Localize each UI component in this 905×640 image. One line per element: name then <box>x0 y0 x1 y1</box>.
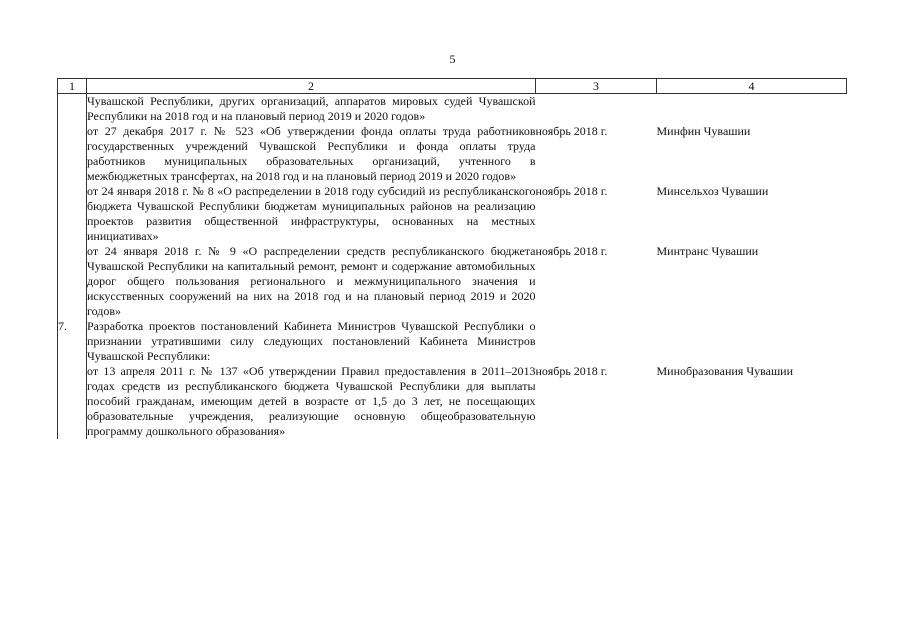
row-organization: Минтранс Чувашии <box>656 244 759 258</box>
row-number <box>58 94 87 125</box>
row-date <box>536 319 657 364</box>
column-header-1: 1 <box>58 79 87 94</box>
row-date: ноябрь 2018 г. <box>535 124 608 138</box>
row-number <box>58 244 87 319</box>
row-organization <box>657 319 847 364</box>
row-date <box>536 94 657 125</box>
table-row <box>58 184 847 244</box>
row-organization: Минсельхоз Чувашии <box>656 184 769 198</box>
row-date: ноябрь 2018 г. <box>535 184 608 198</box>
row-number: 7. <box>58 319 87 364</box>
table-row <box>58 364 847 439</box>
column-header-4: 4 <box>657 79 847 94</box>
column-header-2: 2 <box>87 79 536 94</box>
row-date: ноябрь 2018 г. <box>535 364 608 378</box>
row-organization <box>657 94 847 125</box>
row-text: Чувашской Республики, других организаций, аппаратов мировых судей Чувашской Республики на 2018 год и на плановый период 2019 и 2020 годов» <box>87 94 536 123</box>
table-row <box>58 319 847 364</box>
row-text: от 27 декабря 2017 г. № 523 «Об утверждении фонда оплаты труда работников государственных учреждений Чувашской Республики и фонда оплаты труда работников муниципальных образовательных организаций, учтенного в межбюджетных трансфертах, на 2018 год и на плановый период 2019 и 2020 годов» <box>87 124 536 183</box>
plan-table <box>57 78 847 439</box>
row-text: от 24 января 2018 г. № 9 «О распределении средств республиканского бюджета Чувашской Республики на капитальный ремонт, ремонт и содержание автомобильных дорог общего пользования регионального и межмуниципального значения и искусственных сооружений на них на 2018 год и на плановый период 2019 и 2020 годов» <box>87 244 536 318</box>
row-date: ноябрь 2018 г. <box>535 244 608 258</box>
page-number: 5 <box>449 52 456 66</box>
row-text: от 24 января 2018 г. № 8 «О распределении в 2018 году субсидий из республиканского бюджета Чувашской Республики бюджетам муниципальных районов на реализацию проектов развития общественной инфраструктуры, основанных на местных инициативах» <box>87 184 536 243</box>
table-row <box>58 124 847 184</box>
row-text: Разработка проектов постановлений Кабинета Министров Чувашской Республики о признании утратившими силу следующих постановлений Кабинета Министров Чувашской Республики: <box>87 319 536 363</box>
table-row <box>58 244 847 319</box>
row-text: от 13 апреля 2011 г. № 137 «Об утверждении Правил предоставления в 2011–2013 годах средств из республиканского бюджета Чувашской Республики для выплаты пособий гражданам, имеющим детей в возрасте от 1,5 до 3 лет, не посещающих образовательные учреждения, реализующие основную общеобразовательную программу дошкольного образования» <box>87 364 536 438</box>
row-number <box>58 364 87 439</box>
table-header-row <box>58 79 847 94</box>
row-organization: Минобразования Чувашии <box>656 364 794 378</box>
row-number <box>58 184 87 244</box>
column-header-3: 3 <box>536 79 657 94</box>
row-number <box>58 124 87 184</box>
row-organization: Минфин Чувашии <box>656 124 751 138</box>
table-row <box>58 94 847 125</box>
